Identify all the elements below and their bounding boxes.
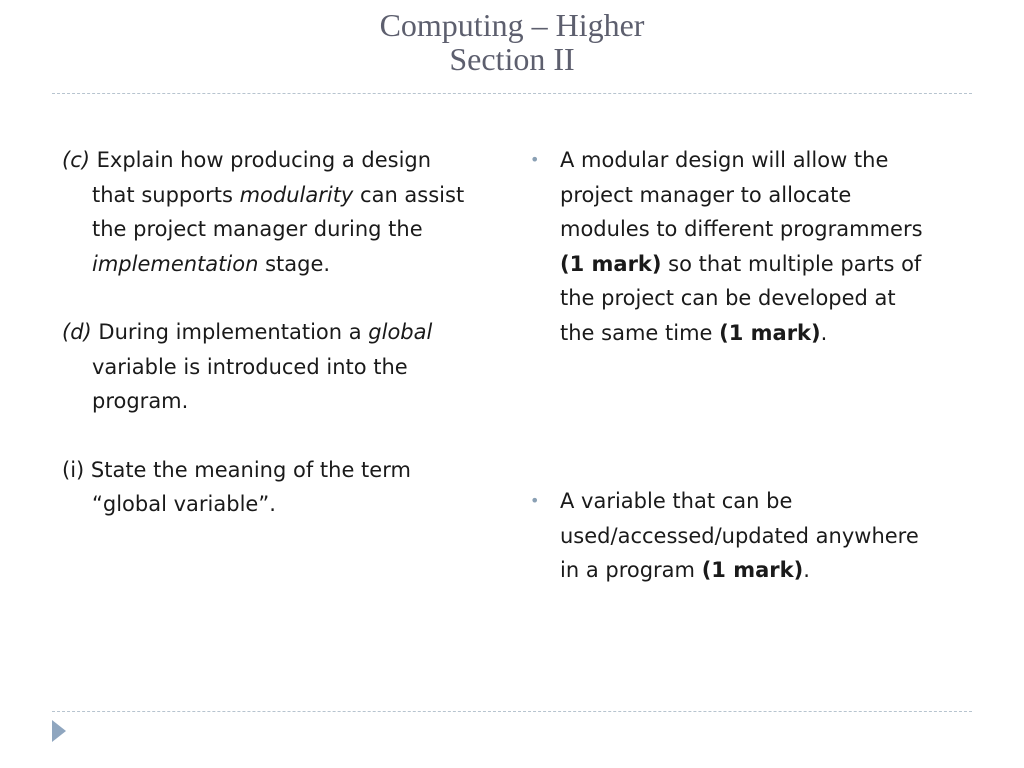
answer-di-line1: A variable that can be	[560, 489, 793, 513]
slide-title	[0, 8, 1024, 76]
question-c-line2c: can assist	[353, 182, 465, 207]
top-divider	[52, 93, 972, 94]
question-d-label: (d)	[62, 320, 92, 344]
question-c-line3: the project manager during the	[92, 217, 423, 241]
answer-c-line6	[560, 316, 970, 351]
question-d-line3: program.	[92, 389, 189, 413]
bullet-icon: •	[530, 150, 540, 169]
answer-di-line3	[560, 553, 970, 588]
question-c	[62, 143, 502, 281]
answer-di-line2: used/accessed/updated anywhere	[560, 523, 919, 548]
question-c-line1: Explain how producing a design	[96, 148, 432, 172]
bullet-icon: •	[530, 491, 540, 510]
play-triangle-icon[interactable]	[52, 720, 66, 742]
answers-column	[530, 143, 970, 350]
answer-c-line4-rest: so that multiple parts of	[661, 251, 922, 276]
answer-c-line3: modules to different programmers	[560, 217, 923, 241]
answer-c-line2: project manager to allocate	[560, 182, 852, 207]
answer-c-line5: the project can be developed at	[560, 286, 896, 310]
answer-c-line6-text: the same time	[560, 320, 720, 345]
question-d-global: global	[368, 320, 433, 344]
question-di-line1: (i) State the meaning of the term	[62, 457, 411, 482]
answer-c-line1: A modular design will allow the	[560, 148, 889, 172]
title-line-1: Computing – Higher	[379, 7, 645, 43]
question-d-i	[62, 453, 502, 522]
question-d	[62, 315, 502, 419]
answer-c-mark2: (1 mark)	[719, 320, 821, 345]
question-di-line2: “global variable”.	[92, 492, 276, 516]
answer-di-column	[530, 484, 970, 588]
title-line-2: Section II	[449, 41, 575, 77]
question-c-line2a: that supports	[92, 182, 240, 207]
answer-di-mark: (1 mark)	[701, 558, 804, 582]
question-c-label: (c)	[62, 148, 90, 172]
answer-di-line3-end: .	[803, 558, 810, 582]
answer-di	[530, 484, 970, 588]
answer-c-mark1: (1 mark)	[560, 251, 662, 276]
question-c-modularity: modularity	[239, 182, 354, 207]
question-c-line4b: stage.	[258, 251, 331, 276]
question-d-line2: variable is introduced into the	[92, 354, 408, 379]
question-c-implementation: implementation	[92, 251, 259, 276]
bottom-divider	[52, 711, 972, 712]
answer-di-line3-text: in a program	[560, 558, 702, 582]
question-d-line1a: During implementation a	[98, 320, 369, 344]
questions-column	[62, 143, 502, 522]
answer-c-line6-end: .	[820, 320, 828, 345]
answer-c-line4	[560, 247, 970, 282]
answer-c	[530, 143, 970, 350]
